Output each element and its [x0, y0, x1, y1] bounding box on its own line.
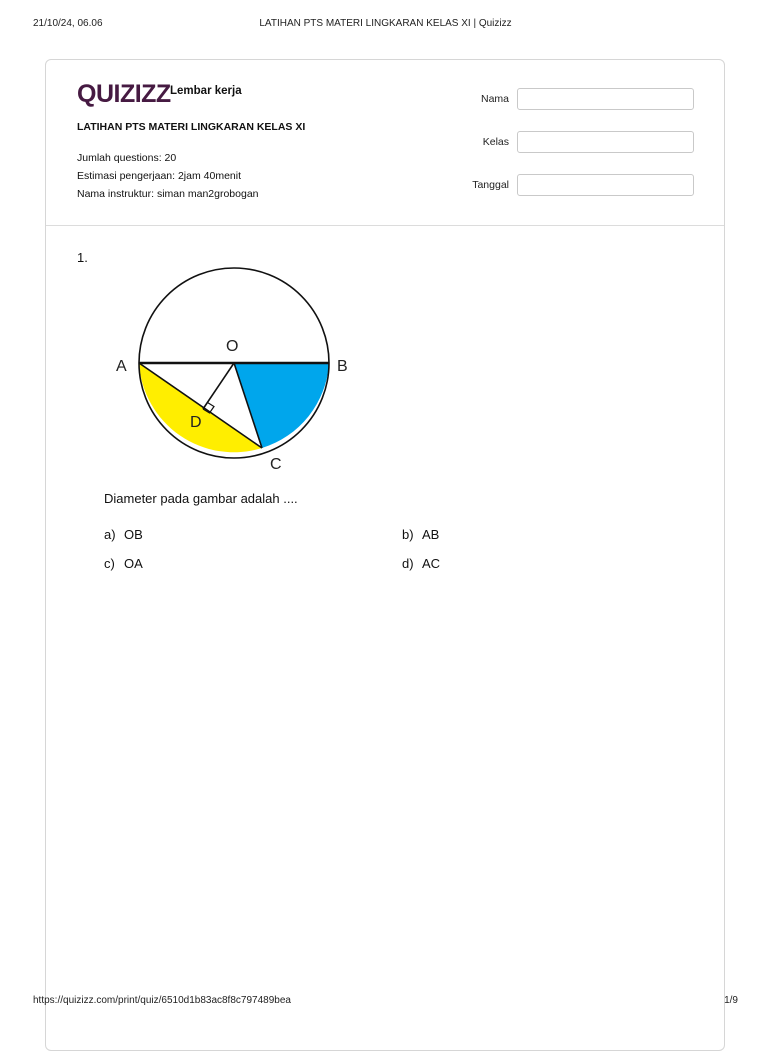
print-title: LATIHAN PTS MATERI LINGKARAN KELAS XI | Quizizz	[259, 18, 512, 29]
label-d: D	[190, 414, 202, 431]
label-c: C	[270, 456, 282, 473]
question-number: 1.	[77, 250, 88, 265]
kelas-label: Kelas	[482, 136, 509, 148]
print-footer	[33, 995, 738, 1009]
worksheet-header	[46, 60, 724, 226]
option-letter: b)	[402, 527, 414, 542]
instructor-name: Nama instruktur: siman man2grobogan	[77, 188, 259, 200]
print-url: https://quizizz.com/print/quiz/6510d1b83ac8f8c797489bea	[33, 995, 291, 1006]
option-c[interactable]	[104, 556, 143, 571]
label-b: B	[337, 358, 348, 375]
quizizz-logo	[77, 80, 171, 110]
segment-od	[203, 363, 234, 409]
quiz-title: LATIHAN PTS MATERI LINGKARAN KELAS XI	[77, 121, 306, 133]
option-letter: d)	[402, 556, 414, 571]
tanggal-field[interactable]	[517, 174, 694, 196]
nama-field[interactable]	[517, 88, 694, 110]
nama-label: Nama	[480, 93, 509, 105]
print-header	[33, 18, 738, 32]
question-count: Jumlah questions: 20	[77, 152, 177, 164]
time-estimate: Estimasi pengerjaan: 2jam 40menit	[77, 170, 242, 182]
tanggal-label: Tanggal	[472, 179, 509, 191]
option-b[interactable]	[402, 527, 439, 542]
print-date: 21/10/24, 06.06	[33, 18, 103, 29]
option-letter: a)	[104, 527, 116, 542]
option-text: AC	[422, 556, 441, 571]
label-a: A	[116, 358, 127, 375]
option-text: OA	[124, 556, 143, 571]
logo-text: QUIZIZZ	[77, 80, 171, 108]
label-o: O	[226, 338, 239, 355]
option-text: AB	[422, 527, 440, 542]
option-d[interactable]	[402, 556, 440, 571]
doc-type: Lembar kerja	[170, 85, 242, 97]
page-number: 1/9	[724, 995, 738, 1006]
circle-geometry-figure	[104, 265, 364, 475]
kelas-field[interactable]	[517, 131, 694, 153]
option-a[interactable]	[104, 527, 143, 542]
question-text: Diameter pada gambar adalah ....	[104, 491, 298, 506]
option-text: OB	[124, 527, 143, 542]
option-letter: c)	[104, 556, 115, 571]
worksheet	[45, 59, 725, 1051]
